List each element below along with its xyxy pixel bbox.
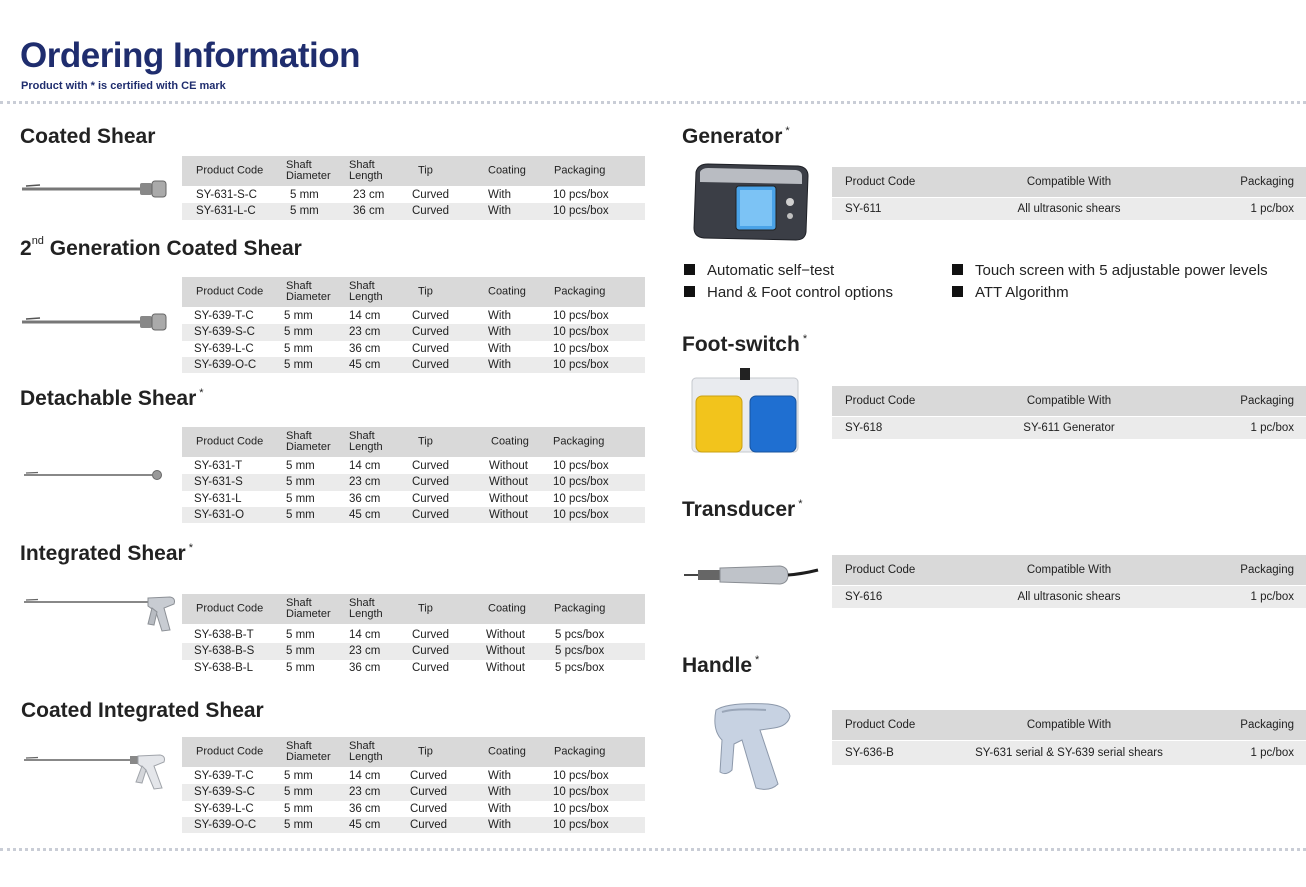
page-title: Ordering Information xyxy=(20,36,360,75)
feature-item: Touch screen with 5 adjustable power levels xyxy=(952,262,1268,279)
table-row: SY-639-S-C 5 mm 23 cm Curved With 10 pcs/box xyxy=(182,784,645,800)
bottom-divider xyxy=(0,848,1306,851)
handle-image xyxy=(708,700,794,792)
table-generator xyxy=(832,167,1306,220)
table-row: SY-618 SY-611 Generator 1 pc/box xyxy=(832,417,1306,439)
transducer-image xyxy=(684,562,824,588)
section-title-detachable-shear: Detachable Shear * xyxy=(20,387,204,410)
table-row: SY-639-L-C 5 mm 36 cm Curved With 10 pcs/box xyxy=(194,342,609,355)
table-row: SY-611 All ultrasonic shears 1 pc/box xyxy=(832,198,1306,220)
table-detachable-shear xyxy=(182,427,645,523)
section-title-integrated-shear: Integrated Shear * xyxy=(20,542,193,565)
detachable-shear-image xyxy=(24,467,174,483)
table-row: SY-616 All ultrasonic shears 1 pc/box xyxy=(832,586,1306,608)
table-row: SY-631-L-C 5 mm 36 cm Curved With 10 pcs/box xyxy=(182,203,645,219)
table-row: SY-639-S-C 5 mm 23 cm Curved With 10 pcs/box xyxy=(182,324,645,340)
integrated-shear-image xyxy=(24,594,184,634)
section-title-2nd-generation: 2nd Generation Coated Shear xyxy=(20,235,302,260)
table-handle xyxy=(832,710,1306,765)
section-title-transducer: Transducer * xyxy=(682,498,803,521)
table-row: SY-639-O-C 5 mm 45 cm Curved With 10 pcs/box xyxy=(182,357,645,373)
feature-item: Automatic self−test xyxy=(684,262,834,279)
2nd-gen-shear-image xyxy=(22,311,172,331)
table-header: Product Code Shaft Diameter Shaft Length Tip Coating Packaging xyxy=(182,277,645,307)
section-title-generator: Generator * xyxy=(682,125,790,148)
table-header: Product Code Compatible With Packaging xyxy=(832,386,1306,416)
table-header: Product Code Compatible With Packaging xyxy=(832,710,1306,740)
section-title-coated-integrated-shear: Coated Integrated Shear xyxy=(21,699,264,722)
table-header: Product Code Shaft Diameter Shaft Length Tip Coating Packaging xyxy=(182,737,645,767)
table-coated-shear xyxy=(182,156,645,220)
top-divider xyxy=(0,101,1306,104)
table-header: Product Code Compatible With Packaging xyxy=(832,167,1306,197)
feature-item: Hand & Foot control options xyxy=(684,284,893,301)
feature-item: ATT Algorithm xyxy=(952,284,1069,301)
table-header: Product Code Shaft Diameter Shaft Length Tip Coating Packaging xyxy=(182,427,645,457)
table-row: SY-631-S-C 5 mm 23 cm Curved With 10 pcs/box xyxy=(196,189,609,201)
table-row: SY-631-T 5 mm 14 cm Curved Without 10 pcs/box xyxy=(194,460,609,472)
table-row: SY-639-O-C 5 mm 45 cm Curved With 10 pcs/box xyxy=(182,817,645,833)
table-header: Product Code Shaft Diameter Shaft Length Tip Coating Packaging xyxy=(182,156,645,186)
table-row: SY-631-O 5 mm 45 cm Curved Without 10 pcs/box xyxy=(182,507,645,523)
table-transducer xyxy=(832,555,1306,608)
section-title-handle: Handle * xyxy=(682,654,760,677)
coated-integrated-shear-image xyxy=(24,752,184,792)
table-header: Product Code Shaft Diameter Shaft Length Tip Coating Packaging xyxy=(182,594,645,624)
table-foot-switch xyxy=(832,386,1306,439)
table-row: SY-631-L 5 mm 36 cm Curved Without 10 pcs/box xyxy=(194,492,609,505)
table-row: SY-639-T-C 5 mm 14 cm Curved With 10 pcs/box xyxy=(194,770,609,782)
page-subtitle: Product with * is certified with CE mark xyxy=(21,80,226,92)
table-row: SY-639-L-C 5 mm 36 cm Curved With 10 pcs/box xyxy=(194,802,609,815)
table-coated-integrated-shear xyxy=(182,737,645,833)
foot-switch-image xyxy=(692,368,800,456)
table-integrated-shear xyxy=(182,594,645,676)
table-row: SY-638-B-T 5 mm 14 cm Curved Without 5 pcs/box xyxy=(194,629,605,641)
table-2nd-generation xyxy=(182,277,645,373)
table-header: Product Code Compatible With Packaging xyxy=(832,555,1306,585)
section-title-coated-shear: Coated Shear xyxy=(20,125,156,148)
section-title-foot-switch: Foot-switch * xyxy=(682,333,808,356)
table-row: SY-638-B-S 5 mm 23 cm Curved Without 5 pcs/box xyxy=(182,643,645,659)
table-row: SY-636-B SY-631 serial & SY-639 serial shears 1 pc/box xyxy=(832,741,1306,765)
generator-image xyxy=(690,162,815,244)
table-row: SY-639-T-C 5 mm 14 cm Curved With 10 pcs/box xyxy=(194,310,609,322)
table-row: SY-638-B-L 5 mm 36 cm Curved Without 5 pcs/box xyxy=(194,661,605,674)
table-row: SY-631-S 5 mm 23 cm Curved Without 10 pcs/box xyxy=(182,474,645,490)
coated-shear-image xyxy=(22,178,172,198)
